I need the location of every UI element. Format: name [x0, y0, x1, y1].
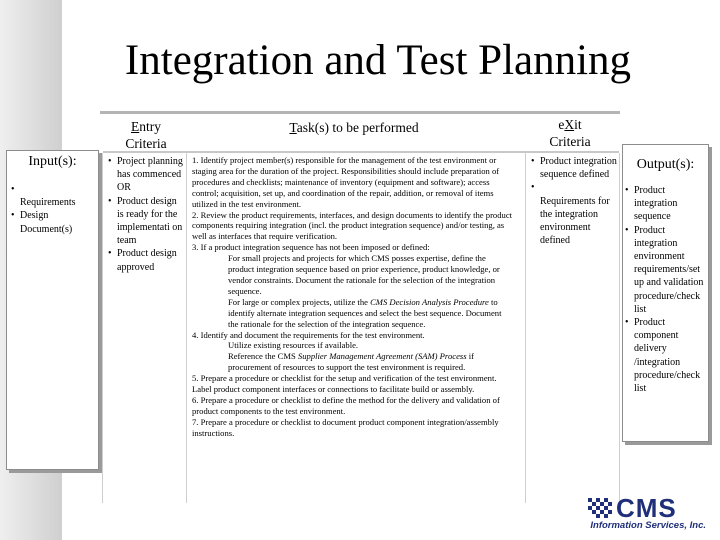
task-item: 5. Prepare a procedure or checklist for the setup and verification of the test environment. Label product component interfaces or connections to facilitate build or assembly.	[192, 373, 497, 395]
task-reference: CMS Decision Analysis Procedure	[370, 296, 489, 307]
task-item: 6. Prepare a procedure or checklist to define the method for the delivery and validation of product components to the test environment.	[192, 394, 500, 416]
list-item: • Product integration environment requirements/set up and validation procedure/check list	[625, 224, 707, 316]
list-item: • Project planning has commenced OR	[108, 155, 184, 195]
column-divider	[186, 153, 187, 503]
logo-tagline: Information Services, Inc.	[590, 520, 706, 531]
column-divider	[102, 153, 103, 503]
task-item: 2. Review the product requirements, interfaces, and design documents to identify the product components requiring integration (incl. the product integration sequence) and/or testing, as well as interfaces that require verification.	[192, 209, 513, 242]
task-item: 4. Identify and document the requirements for the test environment.	[192, 329, 425, 340]
task-item: 3. If a product integration sequence has not been imposed or defined:	[192, 242, 430, 253]
tasks-accel-letter: T	[289, 120, 297, 135]
list-item: • Product design approved	[108, 247, 184, 273]
title-divider	[100, 111, 620, 114]
company-logo	[588, 493, 706, 532]
column-divider	[619, 153, 620, 503]
exit-header-before: e	[558, 117, 565, 132]
exit-criteria-list	[531, 155, 617, 247]
header-divider	[103, 151, 619, 153]
inputs-label: Input(s):	[28, 154, 77, 169]
list-item: • Product integration sequence	[625, 184, 707, 224]
list-item: • Requirements for the integration environment defined	[531, 181, 617, 247]
inputs-list	[11, 183, 97, 236]
inputs-panel	[6, 150, 99, 470]
task-text: Reference the CMS	[228, 351, 298, 362]
exit-header-line2: Criteria	[549, 134, 591, 149]
tasks-header	[196, 119, 512, 136]
tasks-list	[192, 155, 514, 439]
list-item: • Product component delivery /integration procedure/check list	[625, 316, 707, 395]
list-item: • Requirements	[11, 183, 97, 209]
page-title: Integration and Test Planning	[124, 37, 632, 84]
task-item	[192, 297, 514, 330]
task-reference: Supplier Management Agreement (SAM) Process	[297, 351, 467, 362]
checker-flag-icon	[588, 498, 616, 520]
entry-criteria-list	[108, 155, 184, 274]
outputs-list	[625, 184, 707, 395]
task-item: For small projects and projects for which CMS posses expertise, define the product integration sequence based on prior experience, product knowledge, or vendor constraints. Document the rationale for the selection of the integration sequence.	[228, 253, 500, 296]
exit-accel-letter: X	[564, 117, 575, 132]
list-item: • Design Document(s)	[11, 209, 97, 235]
column-divider	[525, 153, 526, 503]
task-text: if procurement of resources to support the test environment is required.	[228, 351, 474, 373]
task-item	[192, 351, 514, 373]
entry-criteria-header	[106, 118, 186, 152]
entry-accel-letter: E	[131, 119, 140, 134]
task-item: Utilize existing resources if available.	[228, 340, 359, 351]
entry-header-rest: ntry	[139, 119, 161, 134]
list-item: • Product design is ready for the implementati on team	[108, 195, 184, 248]
outputs-panel	[622, 144, 709, 442]
exit-criteria-header	[532, 116, 608, 150]
task-text: For large or complex projects, utilize the	[228, 296, 371, 307]
entry-header-line2: Criteria	[125, 136, 167, 151]
exit-header-after: it	[574, 117, 582, 132]
outputs-label: Output(s):	[636, 157, 695, 172]
task-item: 1. Identify project member(s) responsible for the management of the test environment or staging area for the duration of the project. Responsibilities should include preparation of procedures and checklists; maintenance of inventory (equipment and software); access control; acquisition, set up, and coordination of the repair, addition, or removal of items utilized in the test environment.	[192, 155, 500, 209]
task-item: 7. Prepare a procedure or checklist to document product component integration/assembly instructions.	[192, 416, 499, 438]
tasks-header-rest: ask(s) to be performed	[296, 120, 419, 135]
list-item: • Product integration sequence defined	[531, 155, 617, 181]
logo-wordmark: CMS	[616, 493, 677, 523]
task-text: to identify alternate integration sequences and select the best sequence. Document the rationale for the selection of the integration sequence.	[228, 296, 502, 329]
